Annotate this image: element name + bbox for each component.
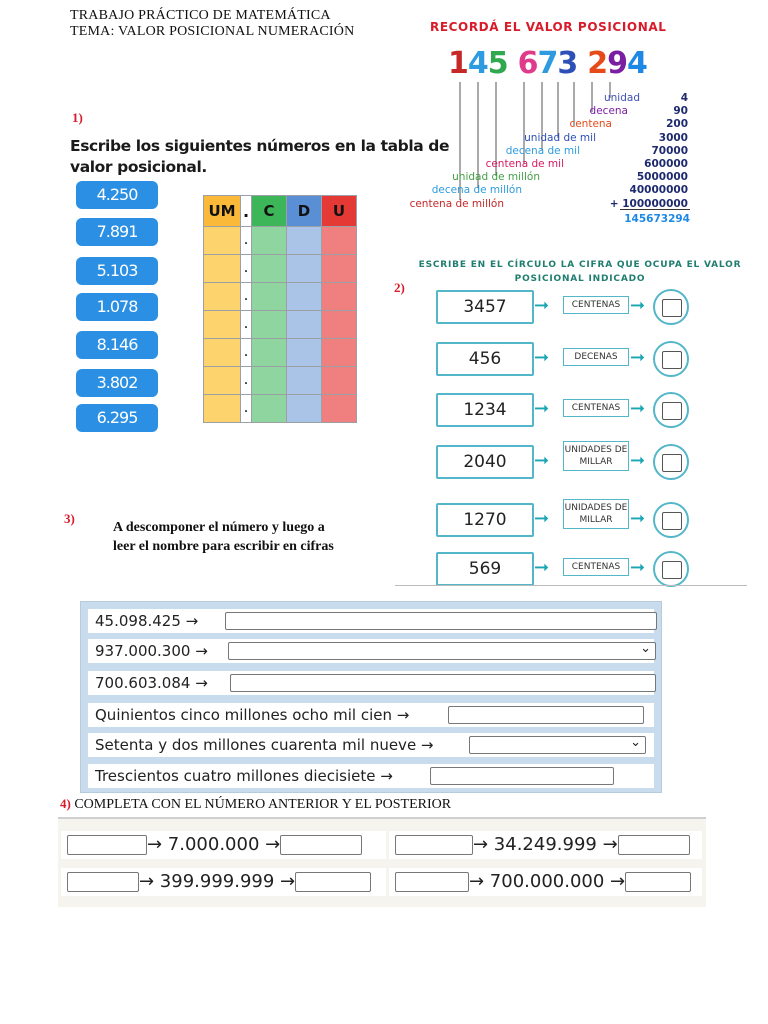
- sequence-number: → 34.249.999 →: [473, 834, 618, 855]
- cell-dot: .: [241, 311, 252, 339]
- section3-instruction-line2: leer el nombre para escribir en cifras: [113, 539, 334, 554]
- conversion-row: [88, 764, 654, 788]
- exercise-number: 1270: [436, 503, 534, 537]
- cell-c[interactable]: [252, 395, 287, 423]
- place-name: centena: [569, 118, 612, 131]
- arrow-icon: ➞: [630, 557, 646, 578]
- cell-dot: .: [241, 283, 252, 311]
- cell-um[interactable]: [204, 227, 241, 255]
- section1-instruction-line1: Escribe los siguientes números en la tabla de: [70, 137, 450, 155]
- conversion-row: [88, 671, 654, 695]
- example-digit: 2: [587, 46, 608, 81]
- cell-d[interactable]: [287, 227, 322, 255]
- place-name: decena de millón: [431, 184, 522, 197]
- section2-label: 2): [394, 280, 405, 295]
- section4-title: COMPLETA CON EL NÚMERO ANTERIOR Y EL POSTERIOR: [74, 797, 452, 812]
- next-number-field[interactable]: [618, 835, 690, 855]
- arrow-icon: ➞: [534, 398, 550, 419]
- section1-label: 1): [72, 110, 83, 125]
- cell-dot: .: [241, 395, 252, 423]
- sequence-number: → 399.999.999 →: [139, 871, 296, 892]
- place-name: unidad de mil: [524, 131, 596, 144]
- conversion-text: Quinientos cinco millones ocho mil cien →: [95, 706, 410, 724]
- section2-instruction: [410, 258, 750, 286]
- place-value: 70000: [651, 144, 688, 157]
- example-digit: 9: [607, 46, 627, 81]
- previous-number-field[interactable]: [395, 835, 473, 855]
- arrow-icon: ➞: [534, 450, 550, 471]
- arrow-icon: ➞: [630, 347, 646, 368]
- sequence-item: [61, 868, 386, 896]
- place-label: DECENAS: [563, 348, 629, 366]
- sequence-number: → 7.000.000 →: [147, 834, 281, 855]
- exercise-number: 456: [436, 342, 534, 376]
- table-row: [204, 283, 357, 311]
- place-total: 145673294: [624, 213, 690, 225]
- answer-input[interactable]: [662, 512, 682, 530]
- table-row: [204, 255, 357, 283]
- arrow-icon: ➞: [534, 508, 550, 529]
- number-card: 6.295: [76, 404, 158, 432]
- arrow-icon: ➞: [534, 557, 550, 578]
- place-name: decena de mil: [505, 144, 580, 157]
- cell-c[interactable]: [252, 367, 287, 395]
- arrow-icon: ➞: [630, 508, 646, 529]
- cell-um[interactable]: [204, 311, 241, 339]
- number-words-panel: [80, 601, 662, 793]
- section3-instruction: [113, 518, 334, 556]
- place-value: 600000: [644, 158, 688, 170]
- example-digit: 5: [487, 46, 508, 81]
- cell-u[interactable]: [322, 367, 357, 395]
- cell-d[interactable]: [287, 367, 322, 395]
- header-topic: TEMA: VALOR POSICIONAL NUMERACIÓN: [70, 24, 355, 39]
- conversion-row: [88, 639, 654, 663]
- number-card: 3.802: [76, 369, 158, 397]
- cell-d[interactable]: [287, 255, 322, 283]
- next-number-field[interactable]: [625, 872, 691, 892]
- answer-field[interactable]: [225, 612, 657, 630]
- table-row: [204, 227, 357, 255]
- number-card: 7.891: [76, 218, 158, 246]
- place-name: unidad de millón: [452, 171, 540, 184]
- cell-d[interactable]: [287, 311, 322, 339]
- conversion-text: 700.603.084 →: [95, 674, 208, 692]
- reminder-title: RECORDÁ EL VALOR POSICIONAL: [430, 20, 667, 34]
- example-number: [448, 46, 647, 81]
- example-digit: 4: [467, 46, 488, 81]
- answer-input[interactable]: [662, 454, 682, 472]
- exercise-number: 2040: [436, 445, 534, 479]
- previous-number-field[interactable]: [67, 872, 139, 892]
- place-label: CENTENAS: [563, 558, 629, 576]
- cell-c[interactable]: [252, 283, 287, 311]
- conversion-text: Trescientos cuatro millones diecisiete →: [95, 767, 393, 785]
- section1-instruction: [70, 136, 449, 178]
- conversion-text: 937.000.300 →: [95, 642, 208, 660]
- section2-instruction-line2: POSICIONAL INDICADO: [514, 274, 646, 284]
- table-header-row: [204, 196, 357, 227]
- answer-circle[interactable]: [653, 444, 689, 480]
- place-value: 40000000: [629, 184, 688, 197]
- cell-u[interactable]: [322, 227, 357, 255]
- table-row: [204, 311, 357, 339]
- next-number-field[interactable]: [295, 872, 371, 892]
- worksheet-header: [70, 8, 354, 40]
- cell-u[interactable]: [322, 283, 357, 311]
- conversion-text: 45.098.425 →: [95, 612, 199, 630]
- number-card: 5.103: [76, 257, 158, 285]
- sequence-item: [61, 831, 386, 859]
- cell-d[interactable]: [287, 395, 322, 423]
- place-value-table: [203, 195, 357, 423]
- arrow-icon: ➞: [534, 295, 550, 316]
- cell-um[interactable]: [204, 255, 241, 283]
- example-digit: 4: [627, 46, 647, 81]
- cell-u[interactable]: [322, 311, 357, 339]
- cell-um[interactable]: [204, 367, 241, 395]
- answer-input[interactable]: [662, 351, 682, 369]
- arrow-icon: ➞: [534, 347, 550, 368]
- table-row: [204, 339, 357, 367]
- answer-dropdown[interactable]: [469, 736, 646, 754]
- place-name: centena de mil: [485, 158, 564, 170]
- place-name: decena: [589, 105, 628, 118]
- number-card: 4.250: [76, 181, 158, 209]
- table-row: [204, 367, 357, 395]
- answer-input[interactable]: [662, 299, 682, 317]
- example-digit: 7: [537, 46, 558, 81]
- header-um: UM: [204, 196, 241, 227]
- place-label: CENTENAS: [563, 296, 629, 314]
- arrow-icon: ➞: [630, 450, 646, 471]
- exercise-number: 1234: [436, 393, 534, 427]
- section4-heading: [60, 796, 451, 813]
- answer-input[interactable]: [662, 402, 682, 420]
- place-value: 5000000: [636, 171, 688, 184]
- conversion-row: [88, 733, 654, 757]
- cell-c[interactable]: [252, 339, 287, 367]
- previous-next-panel: [58, 817, 706, 907]
- answer-circle[interactable]: [653, 551, 689, 587]
- section2-instruction-line1: ESCRIBE EN EL CÍRCULO LA CIFRA QUE OCUPA EL VALOR: [418, 260, 742, 270]
- place-name: unidad: [604, 92, 640, 104]
- answer-circle[interactable]: [653, 392, 689, 428]
- header-title: TRABAJO PRÁCTICO DE MATEMÁTICA: [70, 8, 331, 23]
- example-digit: 6: [517, 46, 538, 81]
- arrow-icon: ➞: [630, 295, 646, 316]
- cell-u[interactable]: [322, 395, 357, 423]
- cell-dot: .: [241, 339, 252, 367]
- example-digit: 1: [448, 46, 468, 81]
- cell-dot: .: [241, 227, 252, 255]
- section1-instruction-line2: valor posicional.: [70, 158, 207, 176]
- answer-input[interactable]: [662, 561, 682, 579]
- sum-line: [620, 209, 690, 210]
- answer-field[interactable]: [230, 674, 656, 692]
- place-value: 3000: [658, 131, 688, 144]
- conversion-row: [88, 703, 654, 727]
- place-value: + 100000000: [609, 197, 688, 210]
- next-number-field[interactable]: [280, 835, 362, 855]
- conversion-row: [88, 609, 654, 633]
- header-d: D: [287, 196, 322, 227]
- sequence-item: [389, 831, 702, 859]
- cell-c[interactable]: [252, 255, 287, 283]
- previous-number-field[interactable]: [395, 872, 469, 892]
- cell-um[interactable]: [204, 395, 241, 423]
- cell-um[interactable]: [204, 283, 241, 311]
- example-digit: 3: [557, 46, 578, 81]
- number-card: 8.146: [76, 331, 158, 359]
- sequence-number: → 700.000.000 →: [469, 871, 626, 892]
- section2-bottom-line: [395, 585, 747, 586]
- section4-label: 4): [60, 796, 71, 811]
- cell-c[interactable]: [252, 227, 287, 255]
- header-u: U: [322, 196, 357, 227]
- answer-circle[interactable]: [653, 502, 689, 538]
- place-label: UNIDADES DE MILLAR: [563, 499, 629, 529]
- arrow-icon: ➞: [630, 398, 646, 419]
- place-value: 200: [666, 118, 688, 131]
- place-label: CENTENAS: [563, 399, 629, 417]
- section3-label: 3): [64, 511, 75, 526]
- header-c: C: [252, 196, 287, 227]
- cell-um[interactable]: [204, 339, 241, 367]
- place-name: centena de millón: [409, 197, 504, 210]
- place-label: UNIDADES DE MILLAR: [563, 441, 629, 471]
- header-dot: .: [241, 196, 252, 227]
- cell-c[interactable]: [252, 311, 287, 339]
- table-row: [204, 395, 357, 423]
- place-value: 4: [680, 92, 688, 104]
- answer-dropdown[interactable]: [228, 642, 656, 660]
- cell-u[interactable]: [322, 255, 357, 283]
- cell-dot: .: [241, 367, 252, 395]
- cell-d[interactable]: [287, 283, 322, 311]
- section3-instruction-line1: A descomponer el número y luego a: [113, 520, 325, 535]
- cell-dot: .: [241, 255, 252, 283]
- answer-field[interactable]: [430, 767, 614, 785]
- conversion-text: Setenta y dos millones cuarenta mil nueve →: [95, 736, 434, 754]
- place-value: 90: [673, 105, 688, 118]
- cell-u[interactable]: [322, 339, 357, 367]
- answer-circle[interactable]: [653, 289, 689, 325]
- cell-d[interactable]: [287, 339, 322, 367]
- exercise-number: 3457: [436, 290, 534, 324]
- answer-field[interactable]: [448, 706, 644, 724]
- answer-circle[interactable]: [653, 341, 689, 377]
- number-card: 1.078: [76, 293, 158, 321]
- exercise-number: 569: [436, 552, 534, 586]
- sequence-item: [389, 868, 702, 896]
- previous-number-field[interactable]: [67, 835, 147, 855]
